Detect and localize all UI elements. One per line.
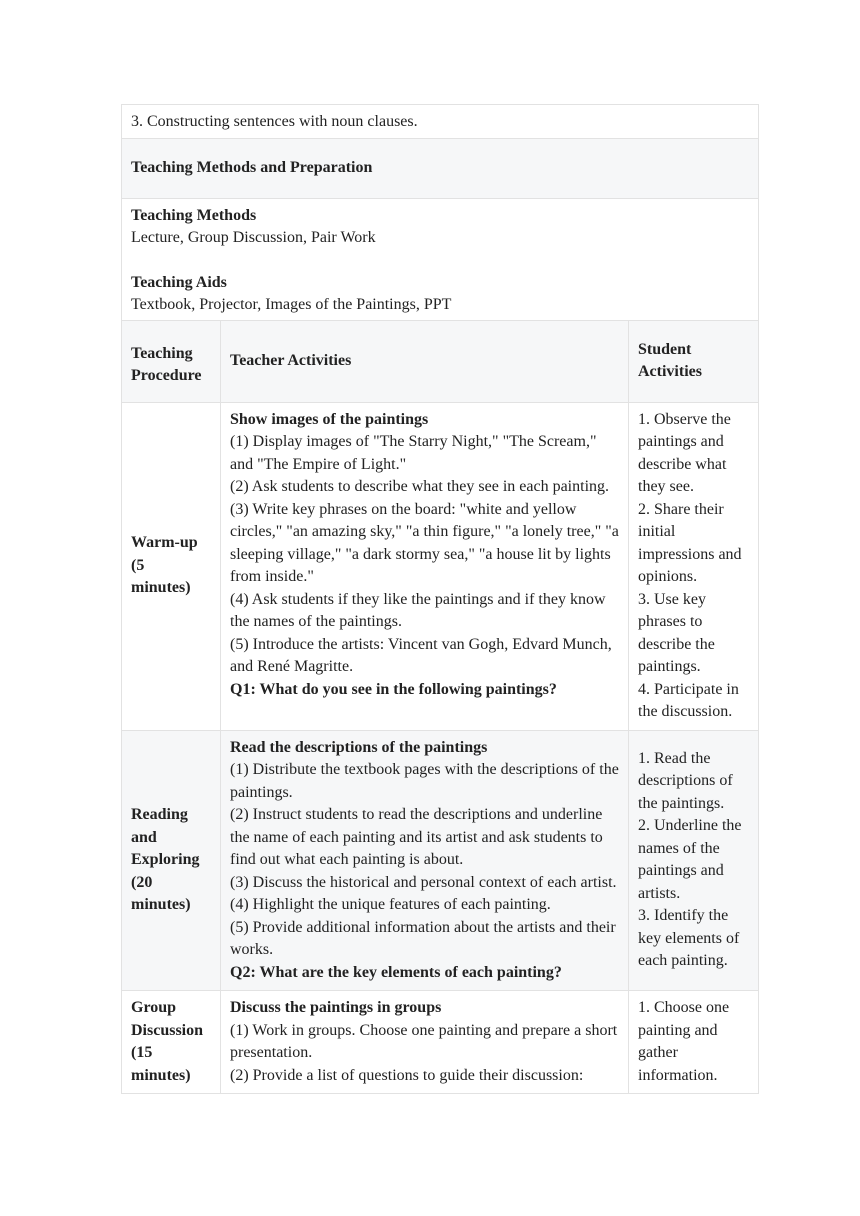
methods-cell <box>122 198 759 320</box>
teacher-line: (1) Work in groups. Choose one painting and prepare a short presentation. <box>230 1021 618 1061</box>
teacher-line: (1) Distribute the textbook pages with the descriptions of the paintings. <box>230 761 619 801</box>
student-line: 1. Read the descriptions of the paintings. <box>638 749 733 812</box>
col-header-procedure: Teaching Procedure <box>122 320 221 402</box>
teacher-line: (4) Ask students if they like the paintings and if they know the names of the paintings. <box>230 590 606 630</box>
teacher-line: (2) Ask students to describe what they see in each painting. <box>230 478 610 495</box>
teacher-line: (3) Discuss the historical and personal context of each artist. <box>230 873 617 891</box>
methods-text: Lecture, Group Discussion, Pair Work <box>131 229 376 246</box>
teacher-title: Read the descriptions of the paintings <box>230 738 488 756</box>
student-line: 2. Underline the names of the paintings and artists. <box>638 817 742 902</box>
procedure-cell: Reading and Exploring (20 minutes) <box>122 730 221 991</box>
teacher-line: (2) Instruct students to read the descriptions and underline the name of each painting and its artist and ask students to find out what each painting is about. <box>230 806 603 868</box>
teacher-line: (1) Display images of "The Starry Night," "The Scream," and "The Empire of Light." <box>230 433 597 473</box>
teacher-line: (2) Provide a list of questions to guide their discussion: <box>230 1066 584 1084</box>
student-line: 2. Share their initial impressions and opinions. <box>638 500 742 585</box>
teacher-line: (4) Highlight the unique features of each painting. <box>230 896 551 913</box>
student-line: 4. Participate in the discussion. <box>638 680 739 720</box>
intro-line: 3. Constructing sentences with noun clauses. <box>122 105 759 139</box>
teacher-question: Q1: What do you see in the following paintings? <box>230 680 557 698</box>
teacher-line: (5) Introduce the artists: Vincent van Gogh, Edvard Munch, and René Magritte. <box>230 635 612 675</box>
student-cell <box>629 402 759 730</box>
methods-heading-row <box>122 138 759 198</box>
student-line: 1. Observe the paintings and describe what they see. <box>638 410 731 495</box>
section-heading: Teaching Methods and Preparation <box>122 138 759 198</box>
methods-title: Teaching Methods <box>131 206 257 224</box>
row-group-discussion <box>122 991 759 1094</box>
student-line: 1. Choose one painting and gather information. <box>638 999 730 1084</box>
col-header-student: Student Activities <box>629 320 759 402</box>
procedure-cell: Group Discussion (15 minutes) <box>122 991 221 1094</box>
intro-row <box>122 105 759 139</box>
teacher-line: (5) Provide additional information about the artists and their works. <box>230 918 616 958</box>
student-line: 3. Identify the key elements of each painting. <box>638 907 740 970</box>
header-row <box>122 320 759 402</box>
lesson-plan-table <box>121 104 759 1094</box>
student-cell <box>629 730 759 991</box>
row-reading <box>122 730 759 991</box>
methods-row <box>122 198 759 320</box>
teacher-line: (3) Write key phrases on the board: "white and yellow circles," "an amazing sky," "a thin figure," "a lonely tree," "a sleeping village," "a dark stormy sea," "a house lit by lights from inside." <box>230 500 619 585</box>
row-warm-up <box>122 402 759 730</box>
lesson-plan-page <box>121 104 758 1094</box>
teacher-title: Discuss the paintings in groups <box>230 999 442 1016</box>
teacher-cell <box>221 402 629 730</box>
student-cell <box>629 991 759 1094</box>
aids-text: Textbook, Projector, Images of the Paintings, PPT <box>131 296 452 313</box>
teacher-title: Show images of the paintings <box>230 410 429 428</box>
procedure-cell: Warm-up (5 minutes) <box>122 402 221 730</box>
teacher-question: Q2: What are the key elements of each painting? <box>230 963 562 981</box>
aids-title: Teaching Aids <box>131 273 227 291</box>
teacher-cell <box>221 991 629 1094</box>
col-header-teacher: Teacher Activities <box>221 320 629 402</box>
teacher-cell <box>221 730 629 991</box>
student-line: 3. Use key phrases to describe the paintings. <box>638 590 715 675</box>
